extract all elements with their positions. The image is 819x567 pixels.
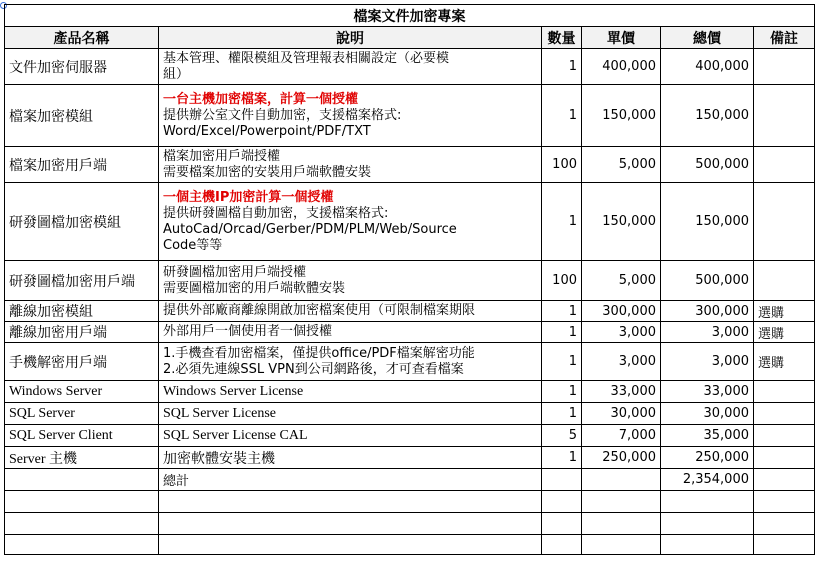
description: SQL Server License [159, 403, 542, 425]
quantity: 1 [542, 322, 582, 343]
table-row [5, 147, 815, 183]
note: 選購 [754, 343, 815, 381]
total-price: 35,000 [661, 425, 754, 447]
note [754, 85, 815, 147]
unit-price: 30,000 [582, 403, 661, 425]
unit-price: 33,000 [582, 381, 661, 403]
product-name: SQL Server Client [5, 425, 159, 447]
description [159, 147, 542, 183]
empty-row [5, 535, 815, 555]
table-row [5, 403, 815, 425]
total-price: 30,000 [661, 403, 754, 425]
quotation-table [4, 4, 815, 555]
unit-price: 7,000 [582, 425, 661, 447]
product-name: SQL Server [5, 403, 159, 425]
table-title: 檔案文件加密專案 [5, 5, 815, 27]
description: 加密軟體安裝主機 [159, 447, 542, 469]
empty-cell [582, 469, 661, 491]
unit-price: 150,000 [582, 183, 661, 261]
header-total-price: 總價 [661, 27, 754, 49]
description [159, 261, 542, 301]
description [159, 183, 542, 261]
description-line: 提供辦公室文件自動加密，支援檔案格式: [163, 107, 402, 123]
summary-label: 總計 [159, 469, 542, 491]
total-price: 33,000 [661, 381, 754, 403]
total-price: 3,000 [661, 322, 754, 343]
product-name: Server 主機 [5, 447, 159, 469]
quantity: 1 [542, 381, 582, 403]
empty-row [5, 513, 815, 535]
description-line: 基本管理、權限模組及管理報表相關設定（必要模 [163, 50, 450, 66]
header-description: 說明 [159, 27, 542, 49]
unit-price: 150,000 [582, 85, 661, 147]
table-row [5, 183, 815, 261]
total-price: 150,000 [661, 85, 754, 147]
grand-total: 2,354,000 [661, 469, 754, 491]
header-product: 產品名稱 [5, 27, 159, 49]
total-price: 150,000 [661, 183, 754, 261]
description-line: 提供外部廠商離線開啟加密檔案使用（可限制檔案期限 [163, 303, 476, 318]
description-line: 2.必須先連線SSL VPN到公司網路後，才可查看檔案 [163, 361, 464, 377]
empty-cell [542, 469, 582, 491]
description-line: 提供研發圖檔自動加密，支援檔案格式: [163, 205, 389, 221]
unit-price: 250,000 [582, 447, 661, 469]
unit-price: 3,000 [582, 343, 661, 381]
description-line: 需要圖檔加密的用戶端軟體安裝 [163, 280, 346, 296]
description [159, 85, 542, 147]
description-line: 檔案加密用戶端授權 [163, 148, 281, 164]
quantity: 100 [542, 147, 582, 183]
total-price: 3,000 [661, 343, 754, 381]
total-price: 400,000 [661, 49, 754, 85]
note [754, 425, 815, 447]
product-name: 文件加密伺服器 [5, 49, 159, 85]
total-price: 300,000 [661, 301, 754, 322]
header-unit-price: 單價 [582, 27, 661, 49]
description [159, 322, 542, 343]
note: 選購 [754, 301, 815, 322]
note [754, 261, 815, 301]
description-line: 1.手機查看加密檔案，僅提供office/PDF檔案解密功能 [163, 345, 475, 361]
quantity: 1 [542, 85, 582, 147]
description: Windows Server License [159, 381, 542, 403]
description-line: 外部用戶一個使用者一個授權 [163, 324, 333, 339]
unit-price: 300,000 [582, 301, 661, 322]
unit-price: 400,000 [582, 49, 661, 85]
note [754, 49, 815, 85]
product-name: 離線加密用戶端 [5, 322, 159, 343]
product-name: 離線加密模組 [5, 301, 159, 322]
unit-price: 5,000 [582, 147, 661, 183]
unit-price: 5,000 [582, 261, 661, 301]
total-price: 250,000 [661, 447, 754, 469]
description-line: 組） [163, 66, 190, 82]
table-row [5, 343, 815, 381]
quantity: 1 [542, 403, 582, 425]
table-row [5, 49, 815, 85]
table-row [5, 261, 815, 301]
note [754, 403, 815, 425]
header-note: 備註 [754, 27, 815, 49]
note: 選購 [754, 322, 815, 343]
quantity: 100 [542, 261, 582, 301]
quantity: 5 [542, 425, 582, 447]
product-name: 手機解密用戶端 [5, 343, 159, 381]
description [159, 49, 542, 85]
quantity: 1 [542, 447, 582, 469]
table-row [5, 447, 815, 469]
description [159, 343, 542, 381]
quantity: 1 [542, 301, 582, 322]
description-line: 研發圖檔加密用戶端授權 [163, 264, 307, 280]
description-line: Code等等 [163, 237, 223, 253]
header-quantity: 數量 [542, 27, 582, 49]
note [754, 381, 815, 403]
quantity: 1 [542, 49, 582, 85]
note [754, 447, 815, 469]
description-line: AutoCad/Orcad/Gerber/PDM/PLM/Web/Source [163, 221, 457, 237]
quantity: 1 [542, 183, 582, 261]
product-name: 研發圖檔加密用戶端 [5, 261, 159, 301]
quantity: 1 [542, 343, 582, 381]
description-line: Word/Excel/Powerpoint/PDF/TXT [163, 123, 371, 139]
product-name: 檔案加密用戶端 [5, 147, 159, 183]
total-price: 500,000 [661, 261, 754, 301]
note [754, 147, 815, 183]
table-row [5, 381, 815, 403]
table-row [5, 301, 815, 322]
table-row [5, 85, 815, 147]
empty-cell [5, 469, 159, 491]
note [754, 183, 815, 261]
empty-cell [754, 469, 815, 491]
description-highlight: 一台主機加密檔案，計算一個授權 [163, 91, 359, 107]
product-name: Windows Server [5, 381, 159, 403]
total-price: 500,000 [661, 147, 754, 183]
description-highlight: 一個主機IP加密計算一個授權 [163, 189, 334, 205]
description: SQL Server License CAL [159, 425, 542, 447]
empty-row [5, 491, 815, 513]
unit-price: 3,000 [582, 322, 661, 343]
summary-row [5, 469, 815, 491]
product-name: 檔案加密模組 [5, 85, 159, 147]
product-name: 研發圖檔加密模組 [5, 183, 159, 261]
description [159, 301, 542, 322]
description-line: 需要檔案加密的安裝用戶端軟體安裝 [163, 164, 372, 180]
header-row [5, 27, 815, 49]
table-row [5, 322, 815, 343]
table-row [5, 425, 815, 447]
